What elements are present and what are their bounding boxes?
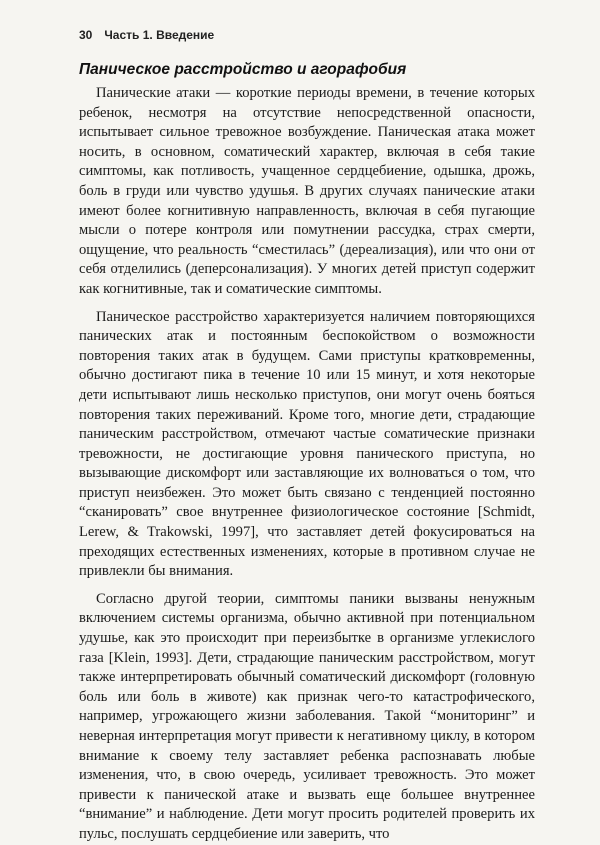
page-number: 30 [79, 28, 93, 42]
paragraph-2: Паническое расстройство характеризуется наличием повторяющихся панических атак и постоянным беспокойством о возможности повторения таких атак в будущем. Сами приступы кратковременны, обычно достигают пика в течение 10 или 15 минут, и хотя некоторые дети испытывают лишь несколько приступов, они могут очень бояться повторения таких переживаний. Кроме того, многие дети, страдающие паническим расстройством, отмечают частые соматические признаки тревожности, не достигающие уровня панического приступа, но вызывающие дискомфорт или заставляющие их волноваться о том, что приступ неизбежен. Это может быть связано с тенденцией постоянно “сканировать” свое внутреннее физиологическое состояние [Schmidt, Lerew, & Trakowski, 1997], что заставляет детей фокусироваться на преходящих естественных изменениях, которые в противном случае не привлекли бы внимания. [79, 308, 535, 580]
section-title: Паническое расстройство и агорафобия [79, 61, 407, 78]
paragraph-3: Согласно другой теории, симптомы паники вызваны ненужным включением системы организма, обычно активной при потенциальном удушье, как это происходит при переизбытке в организме углекислого газа [Klein, 1993]. Дети, страдающие паническим расстройством, могут также интерпретировать обычный соматический дискомфорт (головную боль или боль в животе) как признак чего-то катастрофического, например, угрожающего жизни заболевания. Такой “мониторинг” и неверная интерпретация могут привести к негативному циклу, в котором внимание к своему телу заставляет ребенка распознавать любые изменения, что, в свою очередь, усиливает тревожность. Это может привести к панической атаке и вызвать еще большее внутреннее “внимание” и наблюдение. Дети могут просить родителей проверить их пульс, послушать сердцебиение или заверить, что [79, 590, 535, 842]
body-text [79, 84, 535, 845]
running-head [79, 28, 214, 42]
running-title: Часть 1. Введение [104, 28, 215, 42]
paragraph-1: Панические атаки — короткие периоды времени, в течение которых ребенок, несмотря на отсутствие непосредственной опасности, испытывает сильное тревожное возбуждение. Паническая атака может носить, в основном, соматический характер, включая в себя такие симптомы, как потливость, учащенное сердцебиение, одышка, дрожь, боль в груди или чувство удушья. В других случаях панические атаки имеют более когнитивную направленность, включая в себя пугающие мысли о потере контроля или помутнении рассудка, страх смерти, ощущение, что реальность “сместилась” (дереализация), или что они от себя отделились (деперсонализация). У многих детей приступ содержит как когнитивные, так и соматические симптомы. [79, 85, 535, 297]
